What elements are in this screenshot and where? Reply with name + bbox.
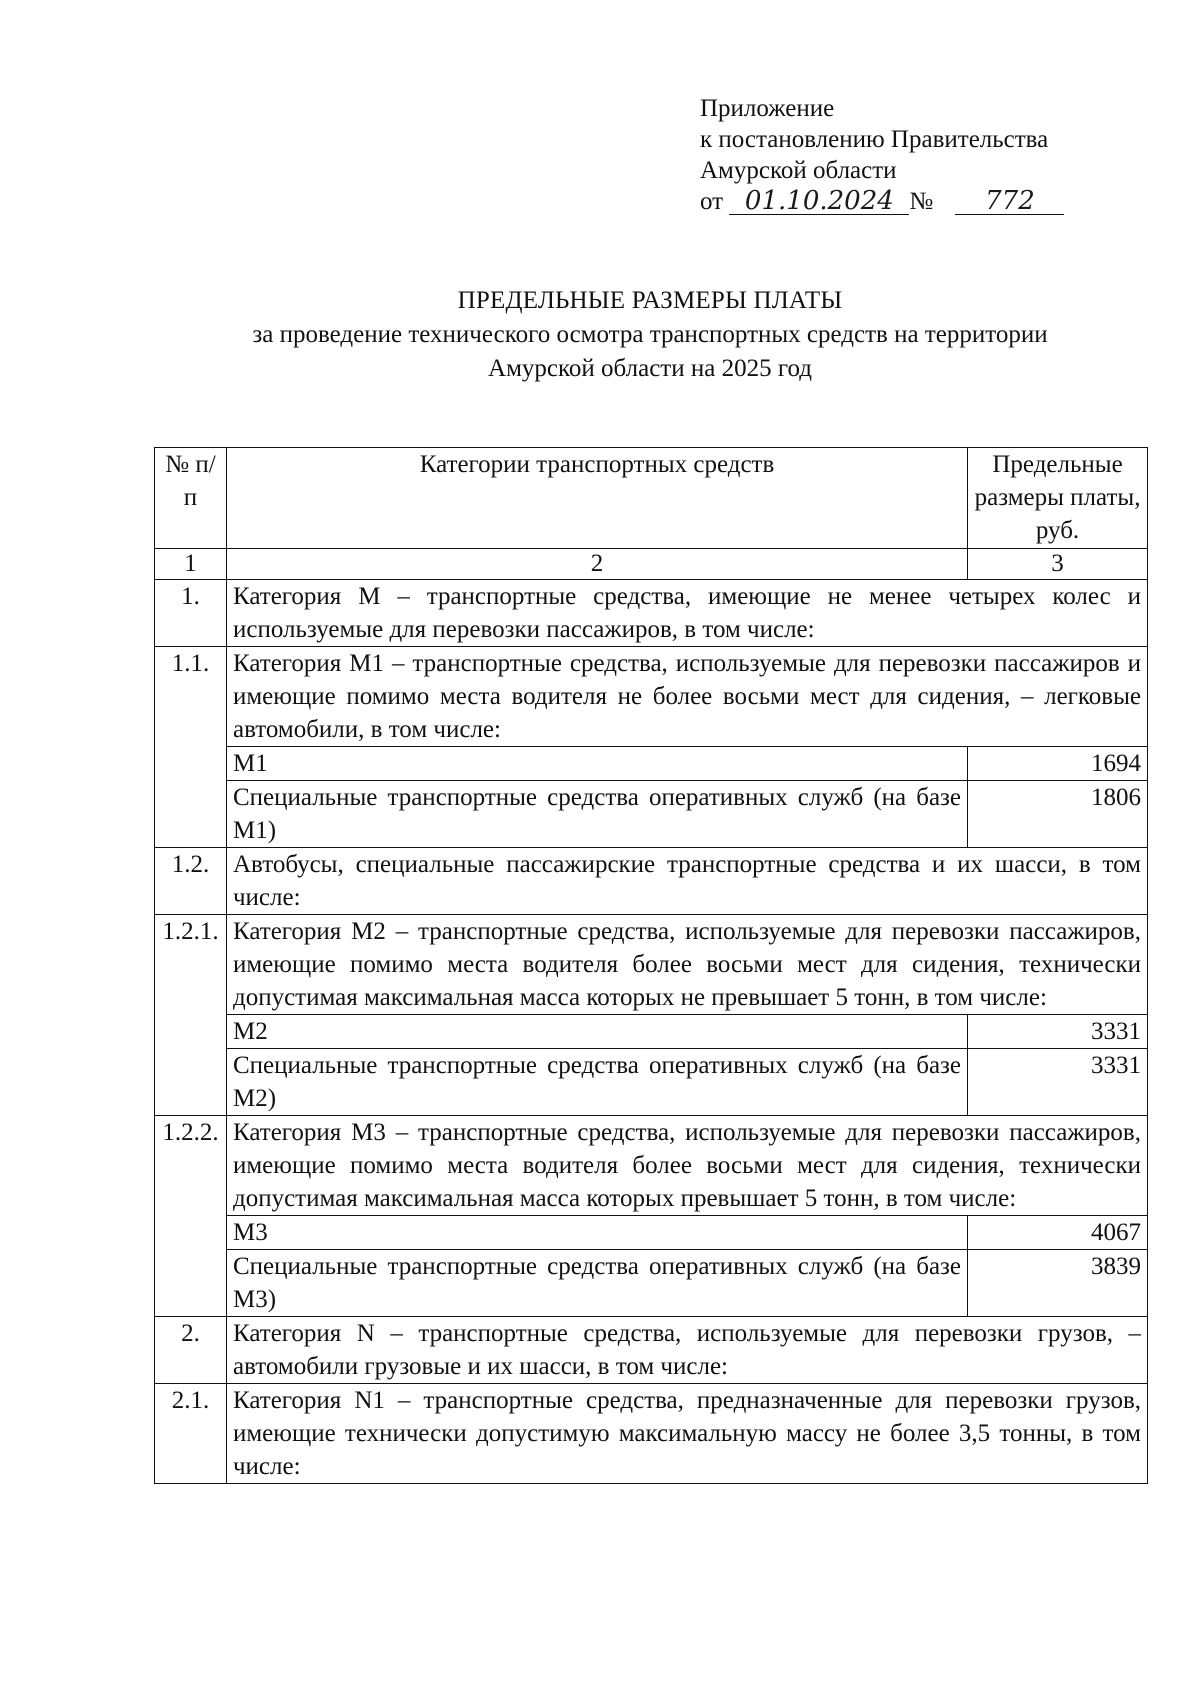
table-row: [155, 747, 1148, 781]
table-row: [155, 580, 1148, 647]
appendix-date-line: [700, 186, 1064, 217]
table-row: [155, 1250, 1148, 1317]
appendix-region: Амурской области: [700, 157, 897, 184]
row-description: Категория M2 – транспортные средства, используемые для перевозки пассажиров, имеющие помимо места водителя более восьми мест для сидения, технически допустимая максимальная масса которых не превышает 5 тонн, в том числе:: [226, 915, 1147, 1015]
row-description: Категория N1 – транспортные средства, предназначенные для перевозки грузов, имеющие технически допустимую максимальную массу не более 3,5 тонны, в том числе:: [226, 1384, 1147, 1484]
row-number: 1.1.: [155, 647, 227, 848]
index-col-2: 2: [226, 549, 967, 580]
row-number: 2.: [155, 1317, 227, 1384]
table-row: [155, 1116, 1148, 1216]
document-title: [150, 284, 1150, 386]
row-description: M3: [226, 1216, 967, 1250]
row-fee-value: 1694: [968, 747, 1148, 781]
header-category: Категории транспортных средств: [226, 448, 967, 549]
table-row: [155, 781, 1148, 848]
index-col-1: 1: [155, 549, 227, 580]
row-fee-value: 1806: [968, 781, 1148, 848]
date-prefix: от: [700, 188, 724, 215]
row-description: M1: [226, 747, 967, 781]
table-index-row: [155, 549, 1148, 580]
row-description: Категория N – транспортные средства, используемые для перевозки грузов, – автомобили грузовые и их шасси, в том числе:: [226, 1317, 1147, 1384]
row-number: 1.2.2.: [155, 1116, 227, 1317]
table-row: [155, 915, 1148, 1015]
row-description: Специальные транспортные средства оперативных служб (на базе M1): [226, 781, 967, 848]
table-row: [155, 1317, 1148, 1384]
row-number: 2.1.: [155, 1384, 227, 1484]
index-col-3: 3: [968, 549, 1148, 580]
table-row: [155, 1015, 1148, 1049]
title-main: ПРЕДЕЛЬНЫЕ РАЗМЕРЫ ПЛАТЫ: [457, 287, 843, 314]
row-description: Специальные транспортные средства оперативных служб (на базе M3): [226, 1250, 967, 1317]
fee-table: [154, 447, 1148, 1484]
handwritten-number: 772: [955, 188, 1064, 215]
row-description: Категория M1 – транспортные средства, используемые для перевозки пассажиров и имеющие помимо места водителя не более восьми мест для сидения, – легковые автомобили, в том числе:: [226, 647, 1147, 747]
appendix-resolution: к постановлению Правительства: [700, 126, 1049, 153]
row-fee-value: 3331: [968, 1049, 1148, 1116]
row-number: 1.2.: [155, 848, 227, 915]
appendix-header: [700, 93, 1064, 217]
row-description: Специальные транспортные средства оперативных служб (на базе M2): [226, 1049, 967, 1116]
row-number: 1.: [155, 580, 227, 647]
number-sign: №: [909, 188, 934, 215]
row-description: Категория M – транспортные средства, имеющие не менее четырех колес и используемые для перевозки пассажиров, в том числе:: [226, 580, 1147, 647]
table-row: [155, 647, 1148, 747]
header-number: № п/п: [155, 448, 227, 549]
title-subtitle-2: Амурской области на 2025 год: [488, 355, 812, 382]
table-row: [155, 1049, 1148, 1116]
row-description: Автобусы, специальные пассажирские транспортные средства и их шасси, в том числе:: [226, 848, 1147, 915]
handwritten-date: 01.10.2024: [729, 188, 909, 215]
table-header-row: [155, 448, 1148, 549]
title-subtitle-1: за проведение технического осмотра транспортных средств на территории: [252, 321, 1048, 348]
row-fee-value: 3331: [968, 1015, 1148, 1049]
row-number: 1.2.1.: [155, 915, 227, 1116]
row-fee-value: 3839: [968, 1250, 1148, 1317]
row-fee-value: 4067: [968, 1216, 1148, 1250]
table-row: [155, 1384, 1148, 1484]
table-row: [155, 848, 1148, 915]
row-description: Категория M3 – транспортные средства, используемые для перевозки пассажиров, имеющие помимо места водителя более восьми мест для сидения, технически допустимая максимальная масса которых превышает 5 тонн, в том числе:: [226, 1116, 1147, 1216]
header-fee: Предельные размеры платы, руб.: [968, 448, 1148, 549]
table-row: [155, 1216, 1148, 1250]
appendix-title: Приложение: [700, 95, 835, 122]
row-description: M2: [226, 1015, 967, 1049]
